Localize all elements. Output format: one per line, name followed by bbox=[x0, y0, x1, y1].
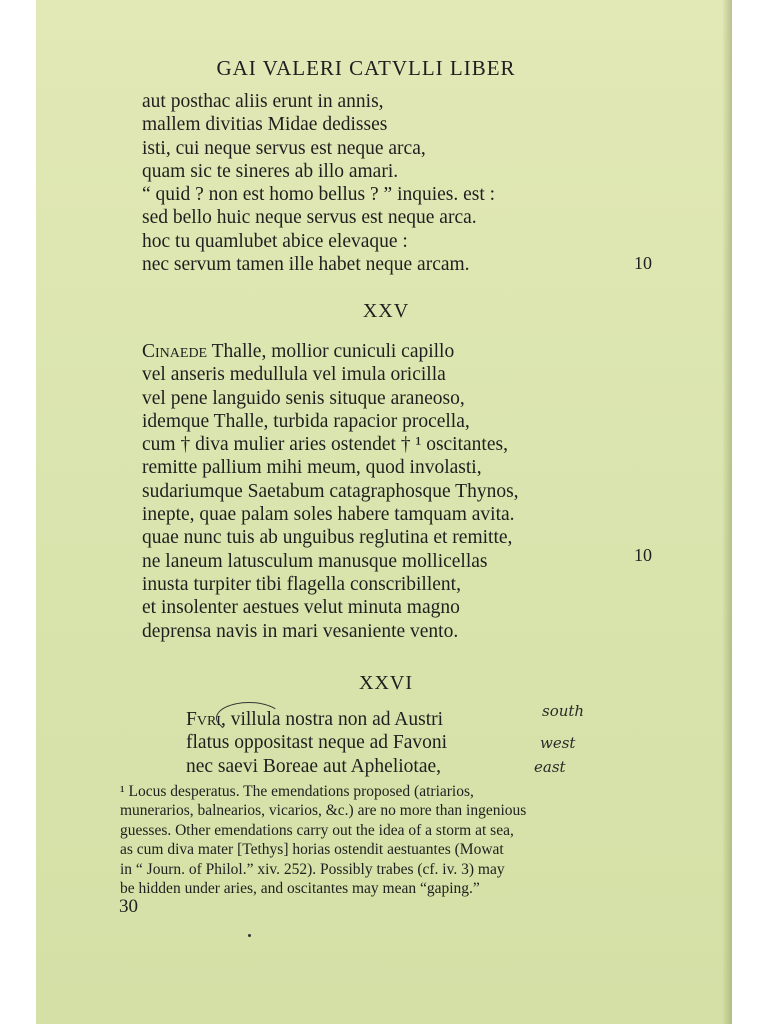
footnote-line: munerarios, balnearios, vicarios, &c.) are no more than ingenious bbox=[120, 802, 527, 820]
verse-line: flatus oppositast neque ad Favoni bbox=[186, 732, 448, 754]
verse-line: deprensa navis in mari vesaniente vento. bbox=[142, 620, 459, 642]
verse-line-rest: Thalle, mollior cuniculi capillo bbox=[207, 341, 455, 362]
verse-line: nec servum tamen ille habet neque arcam. bbox=[142, 254, 470, 276]
verse-line: vel anseris medullula vel imula oricilla bbox=[142, 364, 446, 386]
poem-xxvi bbox=[186, 708, 447, 778]
poem-first-word: Fvri, bbox=[186, 709, 226, 730]
book-page bbox=[36, 0, 732, 1024]
footnote-line: guesses. Other emendations carry out the idea of a storm at sea, bbox=[120, 821, 514, 839]
line-number: 10 bbox=[634, 545, 652, 565]
verse-line: sed bello huic neque servus est neque arca. bbox=[142, 207, 477, 229]
ink-dot bbox=[248, 934, 251, 937]
footnote-line: be hidden under aries, and oscitantes may mean “gaping.” bbox=[120, 880, 480, 898]
verse-line-first bbox=[142, 340, 519, 363]
verse-line: isti, cui neque servus est neque arca, bbox=[142, 137, 426, 159]
footnote-line: in “ Journ. of Philol.” xiv. 252). Possibly trabes (cf. iv. 3) may bbox=[120, 860, 505, 878]
verse-line: inepte, quae palam soles habere tamquam avita. bbox=[142, 504, 515, 526]
verse-line: hoc tu quamlubet abice elevaque : bbox=[142, 230, 408, 252]
verse-line-rest: villula nostra non ad Austri bbox=[225, 709, 444, 730]
footnote-line: ¹ Locus desperatus. The emendations proposed (atriarios, bbox=[120, 783, 474, 800]
line-number: 10 bbox=[634, 253, 652, 273]
verse-line: nec saevi Boreae aut Apheliotae, bbox=[186, 755, 442, 777]
page-number: 30 bbox=[119, 896, 138, 917]
verse-line: “ quid ? non est homo bellus ? ” inquies. est : bbox=[142, 184, 496, 206]
verse-line: mallem divitias Midae dedisses bbox=[142, 114, 388, 136]
verse-line: cum † diva mulier aries ostendet † ¹ oscitantes, bbox=[142, 434, 508, 456]
handwritten-note: south bbox=[542, 702, 585, 720]
verse-line-first bbox=[186, 708, 447, 731]
verse-line: sudariumque Saetabum catagraphosque Thynos, bbox=[142, 480, 519, 502]
poem-xxiv-end bbox=[142, 90, 495, 276]
verse-line: inusta turpiter tibi flagella conscribillent, bbox=[142, 573, 461, 595]
verse-line: vel pene languido senis situque araneoso, bbox=[142, 387, 465, 409]
verse-line: ne laneum latusculum manusque mollicellas bbox=[142, 550, 488, 572]
verse-line: aut posthac aliis erunt in annis, bbox=[142, 91, 384, 112]
verse-line: quae nunc tuis ab unguibus reglutina et remitte, bbox=[142, 527, 513, 549]
verse-line: idemque Thalle, turbida rapacior procella, bbox=[142, 410, 470, 432]
handwritten-note: west bbox=[540, 734, 576, 752]
poem-first-word: Cinaede bbox=[142, 341, 208, 362]
handwritten-note: east bbox=[534, 758, 566, 776]
verse-line: quam sic te sineres ab illo amari. bbox=[142, 160, 399, 182]
poem-heading-xxv: XXV bbox=[362, 300, 410, 322]
poem-xxv bbox=[142, 340, 519, 643]
verse-line: remitte pallium mihi meum, quod involasti, bbox=[142, 457, 482, 479]
footnote bbox=[120, 782, 710, 898]
verse-line: et insolenter aestues velut minuta magno bbox=[142, 597, 460, 619]
running-head: GAI VALERI CATVLLI LIBER bbox=[216, 56, 516, 80]
footnote-line: as cum diva mater [Tethys] horias ostendit aestuantes (Mowat bbox=[120, 841, 504, 859]
poem-heading-xxvi: XXVI bbox=[359, 672, 413, 694]
